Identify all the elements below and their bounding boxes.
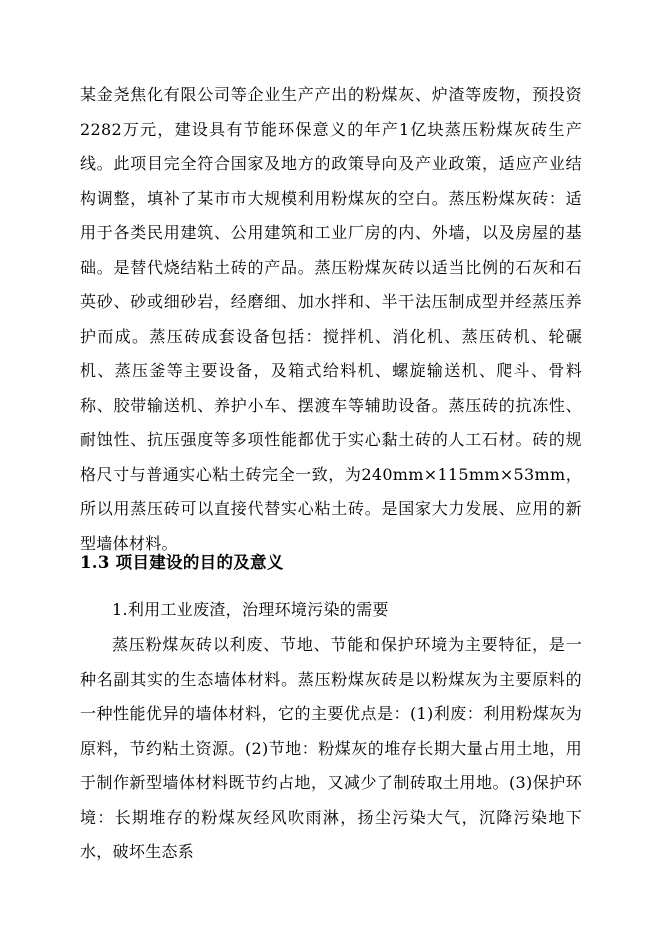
body-paragraph: 蒸压粉煤灰砖以利废、节地、节能和保护环境为主要特征，是一种名副其实的生态墙体材料。蒸压粉煤灰砖是以粉煤灰为主要原料的一种性能优异的墙体材料，它的主要优点是：(1)利废：利用粉煤灰为原料，节约粘土资源。(2)节地：粉煤灰的堆存长期大量占用土地，用于制作新型墙体材料既节约占地，又减少了制砖取土用地。(3)保护环境：长期堆存的粉煤灰经风吹雨淋，扬尘污染大气，沉降污染地下水，破坏生态系 [80, 635, 582, 861]
body-paragraph: 某金尧焦化有限公司等企业生产产出的粉煤灰、炉渣等废物，预投资2282万元，建设具有节能环保意义的年产1亿块蒸压粉煤灰砖生产线。此项目完全符合国家及地方的政策导向及产业政策，适应产业结构调整，填补了某市市大规模利用粉煤灰的空白。蒸压粉煤灰砖：适用于各类民用建筑、公用建筑和工业厂房的内、外墙，以及房屋的基础。是替代烧结粘土砖的产品。蒸压粉煤灰砖以适当比例的石灰和石英砂、砂或细砂岩，经磨细、加水拌和、半干法压制成型并经蒸压养护而成。蒸压砖成套设备包括：搅拌机、消化机、蒸压砖机、轮碾机、蒸压釜等主要设备，及箱式给料机、螺旋输送机、爬斗、骨料称、胶带输送机、养护小车、摆渡车等辅助设备。蒸压砖的抗冻性、耐蚀性、抗压强度等多项性能都优于实心黏土砖的人工石材。砖的规格尺寸与普通实心粘土砖完全一致，为240mm×115mm×53mm，所以用蒸压砖可以直接代替实心粘土砖。是国家大力发展、应用的新型墙体材料。 [80, 85, 582, 553]
subsection-heading: 1.利用工业废渣，治理环境污染的需要 [112, 600, 389, 619]
section-heading: 1.3 项目建设的目的及意义 [80, 553, 284, 572]
